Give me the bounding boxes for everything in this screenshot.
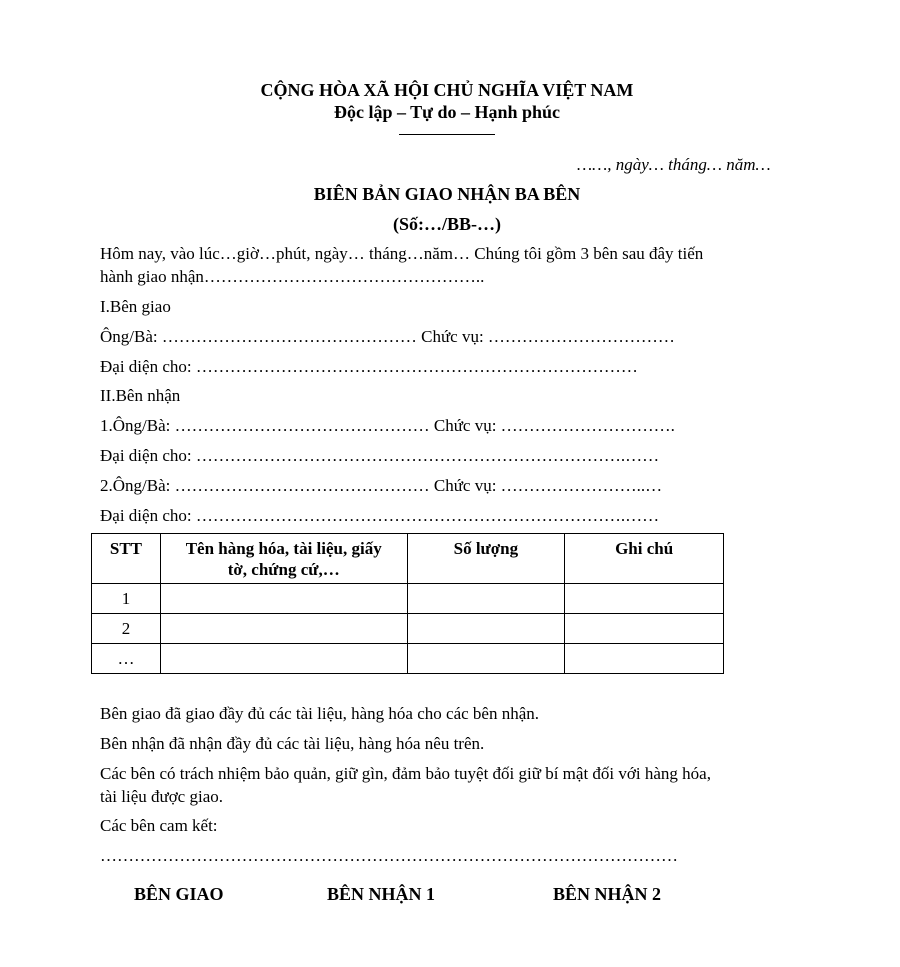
row-stt: 1	[92, 584, 161, 614]
intro-line-2: hành giao nhận…………………………………………..	[100, 267, 485, 286]
statement-delivered: Bên giao đã giao đầy đủ các tài liệu, hàng hóa cho các bên nhận.	[100, 704, 539, 723]
statement-received: Bên nhận đã nhận đầy đủ các tài liệu, hàng hóa nêu trên.	[100, 734, 485, 753]
statement-responsibility-line-1: Các bên có trách nhiệm bảo quản, giữ gìn, đảm bảo tuyệt đối giữ bí mật đối với hàng hóa,	[100, 764, 711, 783]
commitment-label: Các bên cam kết:	[100, 816, 218, 835]
motto: Độc lập – Tự do – Hạnh phúc	[333, 102, 561, 122]
document-number: (Số:…/BB-…)	[393, 214, 501, 234]
giver-person-line: Ông/Bà: ……………………………………… Chức vụ: ……………………………	[100, 327, 675, 346]
header-quantity: Số lượng	[407, 534, 565, 584]
row-note	[565, 644, 724, 674]
receiver1-rep-line: Đại diện cho: ………………………………………………………………….……	[100, 446, 660, 465]
table-row	[92, 644, 724, 674]
header-stt: STT	[92, 534, 161, 584]
row-note	[565, 584, 724, 614]
signature-giver: BÊN GIAO	[134, 884, 224, 904]
row-item-name	[160, 644, 407, 674]
country-heading: CỘNG HÒA XÃ HỘI CHỦ NGHĨA VIỆT NAM	[260, 80, 634, 100]
header-item-name-line-2: tờ, chứng cứ,…	[227, 560, 340, 579]
receiver2-person-line: 2.Ông/Bà: ……………………………………… Chức vụ: ……………………..…	[100, 476, 663, 495]
table-header-row	[92, 534, 724, 584]
row-stt: …	[92, 644, 161, 674]
giver-rep-line: Đại diện cho: ……………………………………………………………………	[100, 357, 638, 376]
table-row	[92, 584, 724, 614]
statement-responsibility-line-2: tài liệu được giao.	[100, 787, 224, 806]
header-underline	[399, 134, 495, 135]
document-title: BIÊN BẢN GIAO NHẬN BA BÊN	[313, 184, 581, 204]
header-item-name	[160, 534, 407, 584]
row-quantity	[407, 614, 565, 644]
row-quantity	[407, 644, 565, 674]
receivers-heading: II.Bên nhận	[100, 386, 181, 405]
row-item-name	[160, 614, 407, 644]
receiver2-rep-line: Đại diện cho: ………………………………………………………………….……	[100, 506, 660, 525]
place-date: ……, ngày… tháng… năm…	[577, 155, 771, 174]
table-row	[92, 614, 724, 644]
header-note: Ghi chú	[565, 534, 724, 584]
row-stt: 2	[92, 614, 161, 644]
items-table	[91, 533, 724, 674]
signature-receiver-1: BÊN NHẬN 1	[327, 884, 436, 904]
intro-line-1: Hôm nay, vào lúc…giờ…phút, ngày… tháng…năm… Chúng tôi gồm 3 bên sau đây tiến	[100, 244, 704, 263]
row-item-name	[160, 584, 407, 614]
signature-receiver-2: BÊN NHẬN 2	[553, 884, 662, 904]
giver-heading: I.Bên giao	[100, 297, 171, 316]
row-quantity	[407, 584, 565, 614]
row-note	[565, 614, 724, 644]
receiver1-person-line: 1.Ông/Bà: ……………………………………… Chức vụ: ………………………….	[100, 416, 675, 435]
header-item-name-line-1: Tên hàng hóa, tài liệu, giấy	[185, 539, 382, 558]
commitment-dotted-line: …………………………………………………………………………………………	[100, 846, 678, 865]
